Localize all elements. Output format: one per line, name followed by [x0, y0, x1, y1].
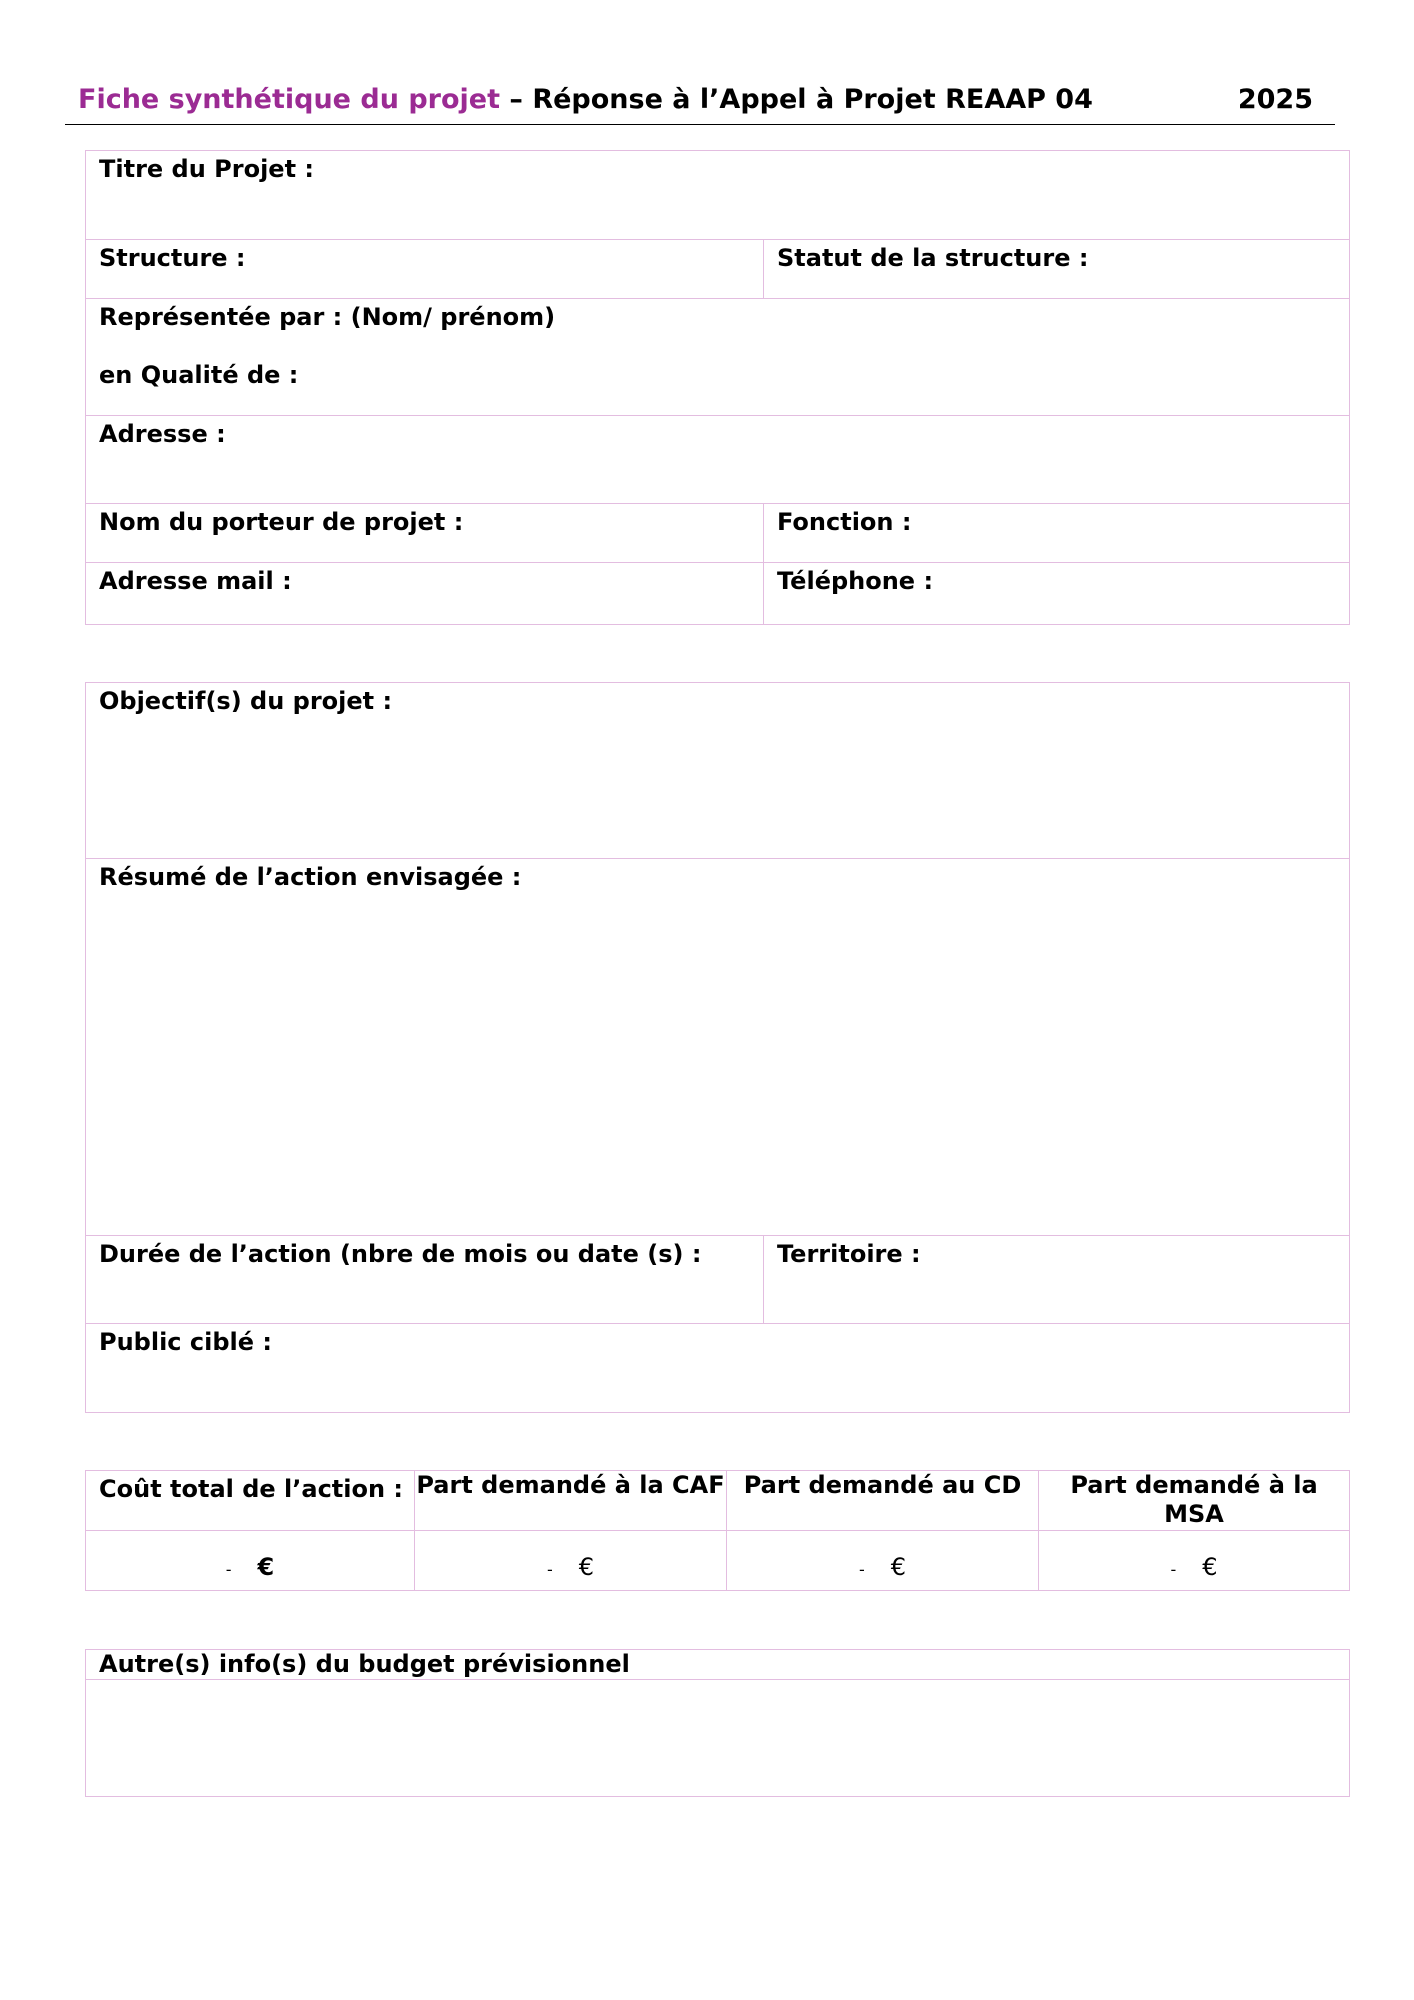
- value-part-cd[interactable]: [726, 1531, 1038, 1590]
- label-adresse: Adresse :: [99, 420, 226, 448]
- row-duree: [86, 1235, 1349, 1324]
- label-qualite: en Qualité de :: [99, 361, 299, 389]
- row-mail: [86, 562, 1349, 624]
- label-mail: Adresse mail :: [99, 567, 292, 595]
- label-statut: Statut de la structure :: [777, 244, 1089, 272]
- label-territoire: Territoire :: [777, 1240, 921, 1268]
- euro-icon: €: [890, 1553, 907, 1581]
- budget-table: [85, 1470, 1350, 1591]
- label-porteur: Nom du porteur de projet :: [99, 508, 464, 536]
- euro-icon: €: [257, 1553, 275, 1581]
- euro-icon: €: [1202, 1553, 1218, 1581]
- page-year: 2025: [1237, 84, 1313, 115]
- header-part-caf: [414, 1471, 726, 1530]
- value-dash: -: [225, 1560, 232, 1579]
- budget-value-row: [86, 1530, 1349, 1590]
- cell-territoire[interactable]: [763, 1236, 1349, 1324]
- cell-structure[interactable]: [86, 240, 763, 299]
- header-part-caf-label: Part demandé à la CAF: [416, 1471, 725, 1499]
- value-part-msa[interactable]: [1038, 1531, 1349, 1590]
- row-resume[interactable]: [86, 858, 1349, 1236]
- value-dash: -: [546, 1560, 553, 1579]
- euro-icon: €: [578, 1553, 595, 1581]
- header-part-msa: [1038, 1471, 1349, 1530]
- label-titre: Titre du Projet :: [99, 155, 315, 183]
- row-autres-header: [86, 1650, 1349, 1679]
- title-accent: Fiche synthétique du projet: [78, 84, 501, 115]
- header-part-msa-label: Part demandé à la MSA: [1070, 1471, 1318, 1528]
- value-cout-total[interactable]: [86, 1531, 414, 1590]
- value-dash: -: [1170, 1560, 1177, 1579]
- row-structure: [86, 239, 1349, 299]
- label-duree: Durée de l’action (nbre de mois ou date (s) :: [99, 1240, 702, 1268]
- cell-duree[interactable]: [86, 1236, 763, 1324]
- cell-mail[interactable]: [86, 563, 763, 624]
- label-objectifs: Objectif(s) du projet :: [99, 687, 393, 715]
- budget-header-row: [86, 1471, 1349, 1530]
- label-telephone: Téléphone :: [777, 567, 934, 595]
- page-title: [78, 84, 1093, 115]
- label-autres: Autre(s) info(s) du budget prévisionnel: [99, 1650, 630, 1678]
- row-autres-content[interactable]: [86, 1679, 1349, 1796]
- row-adresse[interactable]: [86, 415, 1349, 504]
- label-fonction: Fonction :: [777, 508, 912, 536]
- value-dash: -: [858, 1560, 865, 1579]
- identity-table: [85, 150, 1350, 625]
- description-table: [85, 682, 1350, 1413]
- cell-porteur[interactable]: [86, 504, 763, 563]
- value-part-caf[interactable]: [414, 1531, 726, 1590]
- label-representee: Représentée par : (Nom/ prénom): [99, 303, 556, 331]
- header-cout-total: [86, 1471, 414, 1530]
- cell-fonction[interactable]: [763, 504, 1349, 563]
- row-representee[interactable]: [86, 298, 1349, 416]
- header-part-cd: [726, 1471, 1038, 1530]
- row-public[interactable]: [86, 1323, 1349, 1412]
- label-public: Public ciblé :: [99, 1328, 272, 1356]
- row-porteur: [86, 503, 1349, 563]
- header-part-cd-label: Part demandé au CD: [743, 1471, 1022, 1499]
- title-rest: – Réponse à l’Appel à Projet REAAP 04: [500, 84, 1093, 115]
- cell-statut[interactable]: [763, 240, 1349, 299]
- cell-telephone[interactable]: [763, 563, 1349, 624]
- autres-table: [85, 1649, 1350, 1797]
- header-cout-total-label: Coût total de l’action :: [99, 1475, 404, 1503]
- row-objectifs[interactable]: [86, 683, 1349, 858]
- page-header: [65, 84, 1335, 125]
- row-titre[interactable]: [86, 151, 1349, 239]
- label-structure: Structure :: [99, 244, 246, 272]
- label-resume: Résumé de l’action envisagée :: [99, 863, 522, 891]
